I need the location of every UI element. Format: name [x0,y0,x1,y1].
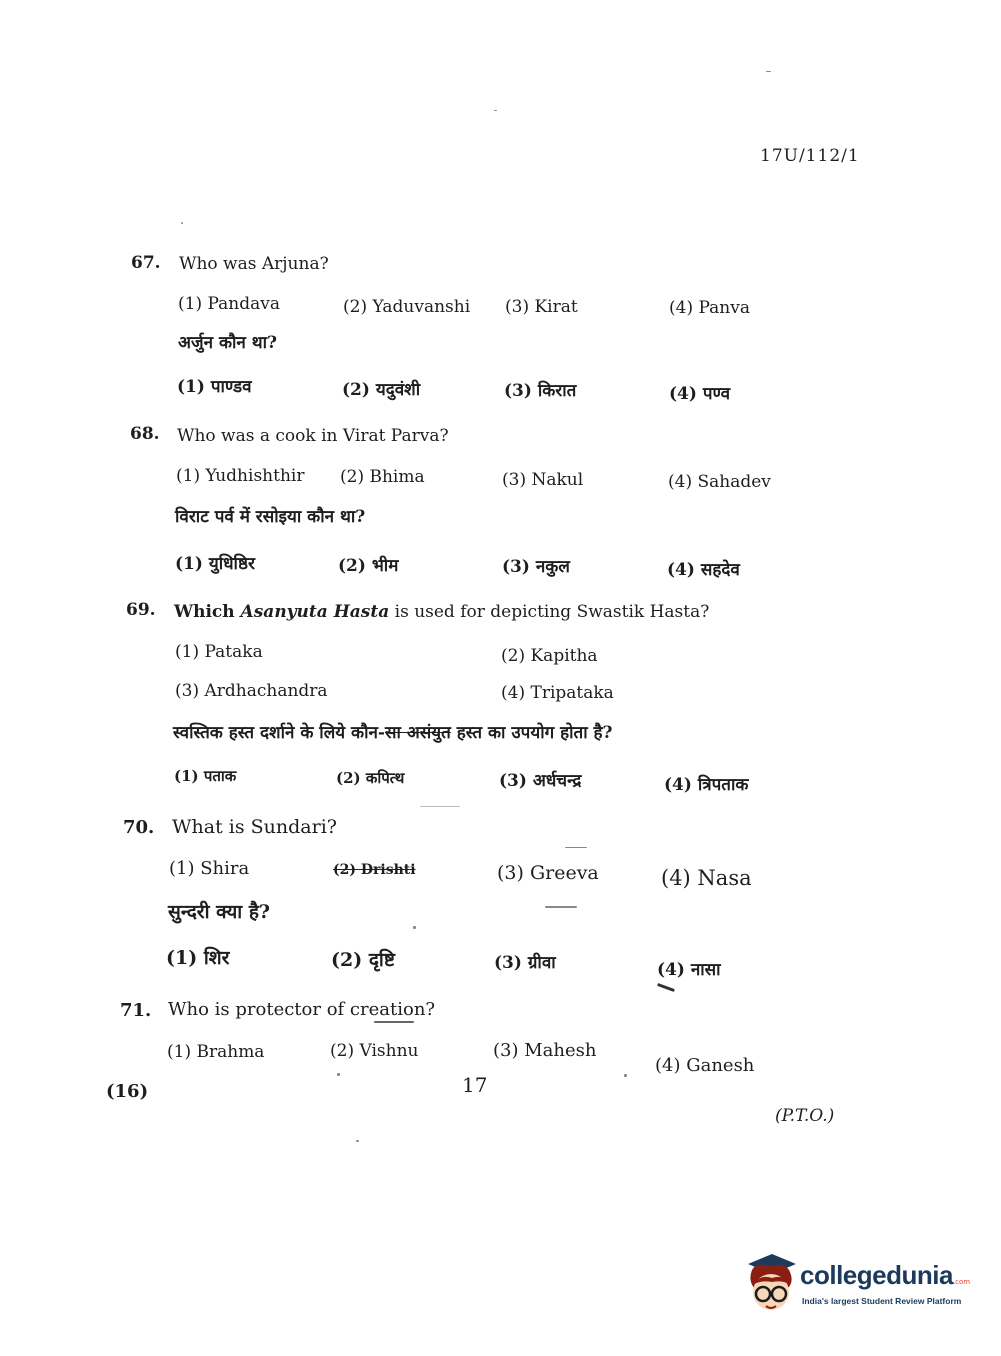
option-3-english: (3) Nakul [502,470,584,490]
question-text-hindi: विराट पर्व में रसोइया कौन था? [175,507,366,527]
option-1-english: (1) Shira [169,858,250,879]
option-1-english: (1) Pandava [178,294,280,314]
question-number: 68. [130,424,160,444]
question-number: 70. [123,817,155,838]
option-3-hindi: (3) अर्धचन्द्र [499,771,582,791]
scan-speck [356,1140,359,1142]
pto-marker: (P.T.O.) [775,1106,835,1126]
scan-speck [565,847,587,848]
option-1-hindi: (1) युधिष्ठिर [175,554,255,574]
scan-speck [337,1073,340,1076]
question-text-emphasis: Asanyuta Hasta [240,602,390,622]
question-text-post: is used for depicting Swastik Hasta? [389,602,710,622]
collegedunia-watermark [742,1252,972,1322]
option-4-english: (4) Tripataka [501,683,614,703]
scan-speck [545,906,577,908]
option-4-english: (4) Panva [669,298,750,318]
option-2-english: (2) Kapitha [501,646,598,666]
question-number: 69. [126,600,156,620]
option-2-english: (2) Vishnu [330,1041,419,1061]
paper-code: 17U/112/1 [760,146,860,166]
option-2-english: (2) Bhima [340,467,425,487]
option-4-english: (4) Sahadev [668,472,771,492]
option-3-english: (3) Greeva [497,862,599,884]
question-number: 67. [131,253,161,273]
option-3-hindi: (3) ग्रीवा [494,953,556,973]
option-4-hindi: (4) नासा [657,960,721,980]
scan-speck [624,1074,627,1077]
option-4-hindi: (4) पण्व [669,384,731,404]
option-1-hindi: (1) पताक [174,767,237,785]
option-2-hindi: (2) कपित्थ [336,769,405,787]
logo-brand: collegedunia [800,1260,953,1290]
option-4-english: (4) Ganesh [655,1055,755,1076]
option-4-hindi: (4) त्रिपताक [664,775,749,795]
option-2-hindi: (2) दृष्टि [331,949,395,971]
question-text-hindi: सुन्दरी क्या है? [168,901,271,923]
option-1-hindi: (1) शिर [166,947,230,969]
page-number: 17 [462,1073,488,1097]
option-3-english: (3) Ardhachandra [175,681,328,701]
option-3-hindi: (3) किरात [504,381,577,401]
question-text-english: What is Sundari? [172,816,337,838]
logo-domain: .com [952,1278,971,1286]
question-text-pre: Which [174,602,241,622]
booklet-page-number: (16) [106,1081,149,1102]
scan-speck [181,222,183,224]
option-1-english: (1) Yudhishthir [176,466,305,486]
question-text-english: Who is protector of creation? [168,999,436,1020]
question-text-hindi: अर्जुन कौन था? [178,333,277,353]
option-3-english: (3) Kirat [505,297,578,317]
scan-speck [494,110,497,111]
option-3-english: (3) Mahesh [493,1040,597,1061]
mascot-icon [742,1252,800,1318]
scan-speck [766,71,771,72]
option-4-hindi: (4) सहदेव [667,560,740,580]
option-2-english: (2) Yaduvanshi [343,297,471,317]
question-text-english [174,602,709,622]
scan-speck [657,983,675,992]
option-1-english: (1) Pataka [175,642,263,662]
logo-tagline: India's largest Student Review Platform [802,1296,962,1306]
option-2-hindi: (2) भीम [338,556,399,576]
scan-speck [413,926,416,929]
question-number: 71. [120,1000,152,1021]
question-text-hindi-pre: स्वस्तिक हस्त दर्शाने के लिये कौन- [173,723,385,743]
option-1-english: (1) Brahma [167,1042,265,1062]
question-text-english: Who was a cook in Virat Parva? [177,426,449,446]
option-2-english: (2) Drishti [333,862,416,878]
option-3-hindi: (3) नकुल [502,557,570,577]
option-1-hindi: (1) पाण्डव [177,377,252,397]
question-text-hindi-post: हस्त का उपयोग होता है? [450,723,613,743]
logo-wordmark [800,1260,970,1291]
scan-speck [374,1021,414,1023]
question-text-hindi [173,720,613,743]
scan-speck [420,806,460,807]
question-text-english: Who was Arjuna? [179,254,329,274]
option-2-hindi: (2) यदुवंशी [342,380,421,400]
question-text-hindi-struck: सा असंयुत [384,723,451,743]
option-4-english: (4) Nasa [661,866,752,890]
